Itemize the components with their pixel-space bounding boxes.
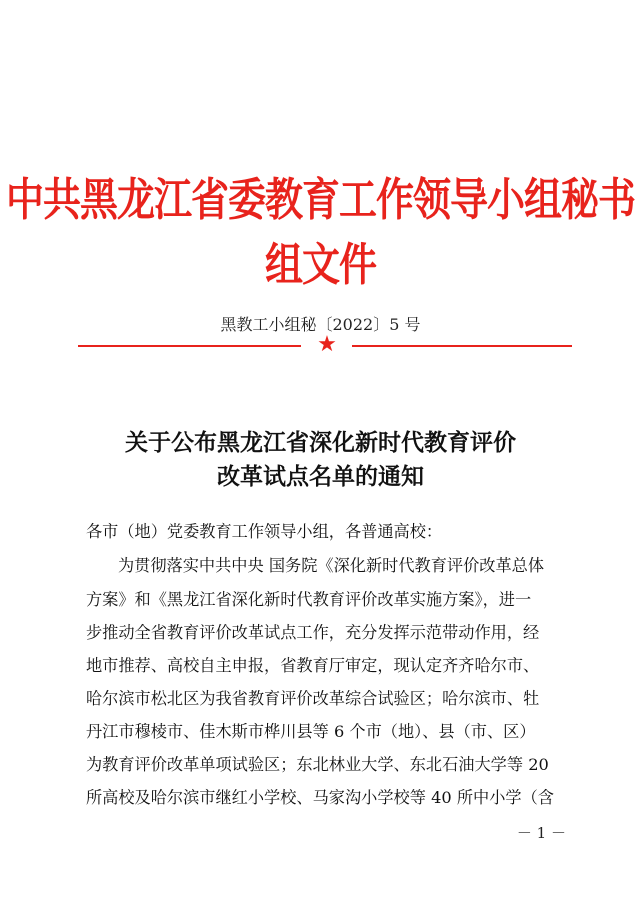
body-line: 哈尔滨市松北区为我省教育评价改革综合试验区；哈尔滨市、牡 bbox=[86, 689, 540, 708]
body-line: 步推动全省教育评价改革试点工作，充分发挥示范带动作用，经 bbox=[86, 623, 540, 642]
page-number: － 1 － bbox=[516, 824, 566, 842]
body-line: 地市推荐、高校自主申报，省教育厅审定，现认定齐齐哈尔市、 bbox=[86, 656, 540, 675]
body-line: 所高校及哈尔滨市继红小学校、马家沟小学校等 40 所中小学（含 bbox=[86, 788, 554, 807]
salutation: 各市（地）党委教育工作领导小组，各普通高校： bbox=[86, 522, 443, 541]
document-number: 黑教工小组秘〔2022〕5 号 bbox=[220, 315, 421, 334]
notice-title-line-1: 关于公布黑龙江省深化新时代教育评价 bbox=[125, 429, 516, 456]
body-line: 丹江市穆棱市、佳木斯市桦川县等 6 个市（地）、县（市、区） bbox=[86, 722, 536, 741]
notice-title-line-2: 改革试点名单的通知 bbox=[217, 463, 424, 490]
issuer-header: 中共黑龙江省委教育工作领导小组秘书组文件 bbox=[5, 172, 635, 291]
body-line: 方案》和《黑龙江省深化新时代教育评价改革实施方案》，进一 bbox=[86, 590, 532, 609]
body-line: 为教育评价改革单项试验区；东北林业大学、东北石油大学等 20 bbox=[86, 755, 549, 774]
body-line: 为贯彻落实中共中央 国务院《深化新时代教育评价改革总体 bbox=[118, 556, 545, 575]
header-rule-left bbox=[78, 345, 301, 347]
star-icon: ★ bbox=[317, 332, 337, 357]
header-rule-right bbox=[352, 345, 572, 347]
